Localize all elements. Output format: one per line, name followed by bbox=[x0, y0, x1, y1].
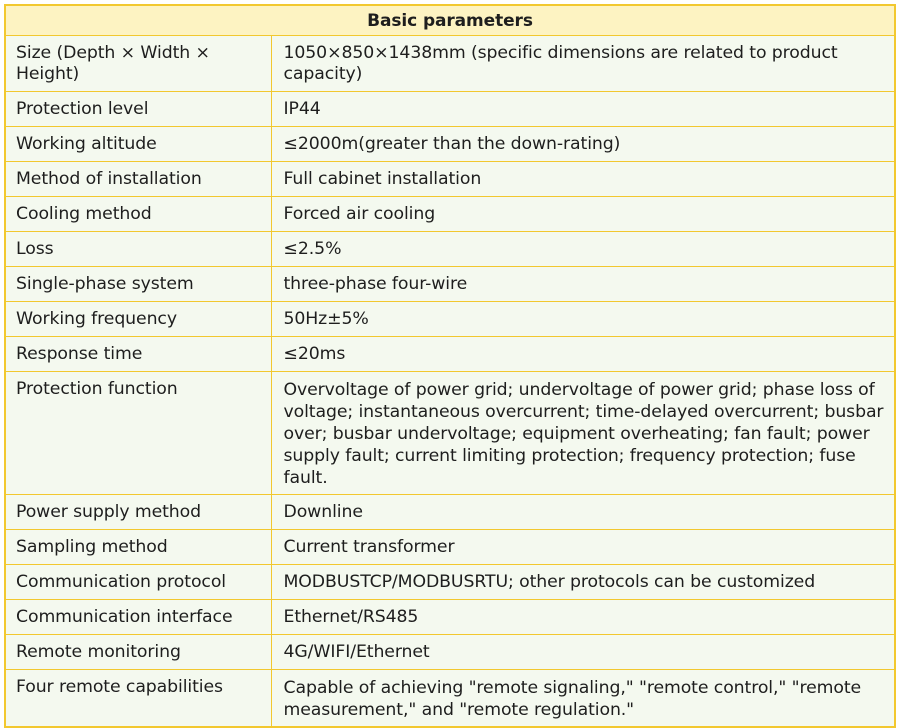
table-title: Basic parameters bbox=[5, 5, 895, 36]
row-label-cooling: Cooling method bbox=[5, 197, 271, 232]
table-row bbox=[5, 495, 895, 530]
table-row bbox=[5, 232, 895, 267]
table-row bbox=[5, 36, 895, 92]
row-label-remote-capabilities: Four remote capabilities bbox=[5, 670, 271, 728]
row-label-sampling: Sampling method bbox=[5, 530, 271, 565]
table-row bbox=[5, 92, 895, 127]
table-row bbox=[5, 372, 895, 495]
row-label-power-supply: Power supply method bbox=[5, 495, 271, 530]
row-label-comm-interface: Communication interface bbox=[5, 600, 271, 635]
row-label-frequency: Working frequency bbox=[5, 302, 271, 337]
row-value-remote-capabilities: Capable of achieving "remote signaling," "remote control," "remote measurement," and "remote regulation." bbox=[271, 670, 895, 728]
row-label-response-time: Response time bbox=[5, 337, 271, 372]
row-label-working-altitude: Working altitude bbox=[5, 127, 271, 162]
table-header-row bbox=[5, 5, 895, 36]
table-row bbox=[5, 267, 895, 302]
row-value-frequency: 50Hz±5% bbox=[271, 302, 895, 337]
row-label-loss: Loss bbox=[5, 232, 271, 267]
table-row bbox=[5, 197, 895, 232]
row-label-protection-level: Protection level bbox=[5, 92, 271, 127]
table-row bbox=[5, 600, 895, 635]
row-value-working-altitude: ≤2000m(greater than the down-rating) bbox=[271, 127, 895, 162]
table-row bbox=[5, 635, 895, 670]
table-row bbox=[5, 337, 895, 372]
table-row bbox=[5, 302, 895, 337]
table-row bbox=[5, 127, 895, 162]
row-label-installation: Method of installation bbox=[5, 162, 271, 197]
row-value-loss: ≤2.5% bbox=[271, 232, 895, 267]
row-value-phase-system: three-phase four-wire bbox=[271, 267, 895, 302]
table-row bbox=[5, 670, 895, 728]
row-label-phase-system: Single-phase system bbox=[5, 267, 271, 302]
row-value-power-supply: Downline bbox=[271, 495, 895, 530]
row-value-installation: Full cabinet installation bbox=[271, 162, 895, 197]
table-row bbox=[5, 162, 895, 197]
row-value-response-time: ≤20ms bbox=[271, 337, 895, 372]
row-value-size: 1050×850×1438mm (specific dimensions are related to product capacity) bbox=[271, 36, 895, 92]
row-label-remote-monitoring: Remote monitoring bbox=[5, 635, 271, 670]
row-value-sampling: Current transformer bbox=[271, 530, 895, 565]
row-value-protection-level: IP44 bbox=[271, 92, 895, 127]
row-label-comm-protocol: Communication protocol bbox=[5, 565, 271, 600]
row-label-protection-function: Protection function bbox=[5, 372, 271, 495]
row-label-size: Size (Depth × Width × Height) bbox=[5, 36, 271, 92]
row-value-comm-interface: Ethernet/RS485 bbox=[271, 600, 895, 635]
row-value-cooling: Forced air cooling bbox=[271, 197, 895, 232]
table-row bbox=[5, 565, 895, 600]
row-value-remote-monitoring: 4G/WIFI/Ethernet bbox=[271, 635, 895, 670]
table-row bbox=[5, 530, 895, 565]
basic-parameters-table bbox=[4, 4, 896, 728]
row-value-comm-protocol: MODBUSTCP/MODBUSRTU; other protocols can be customized bbox=[271, 565, 895, 600]
row-value-protection-function: Overvoltage of power grid; undervoltage of power grid; phase loss of voltage; instantaneous overcurrent; time-delayed overcurrent; busbar over; busbar undervoltage; equipment overheating; fan fault; power supply fault; current limiting protection; frequency protection; fuse fault. bbox=[271, 372, 895, 495]
